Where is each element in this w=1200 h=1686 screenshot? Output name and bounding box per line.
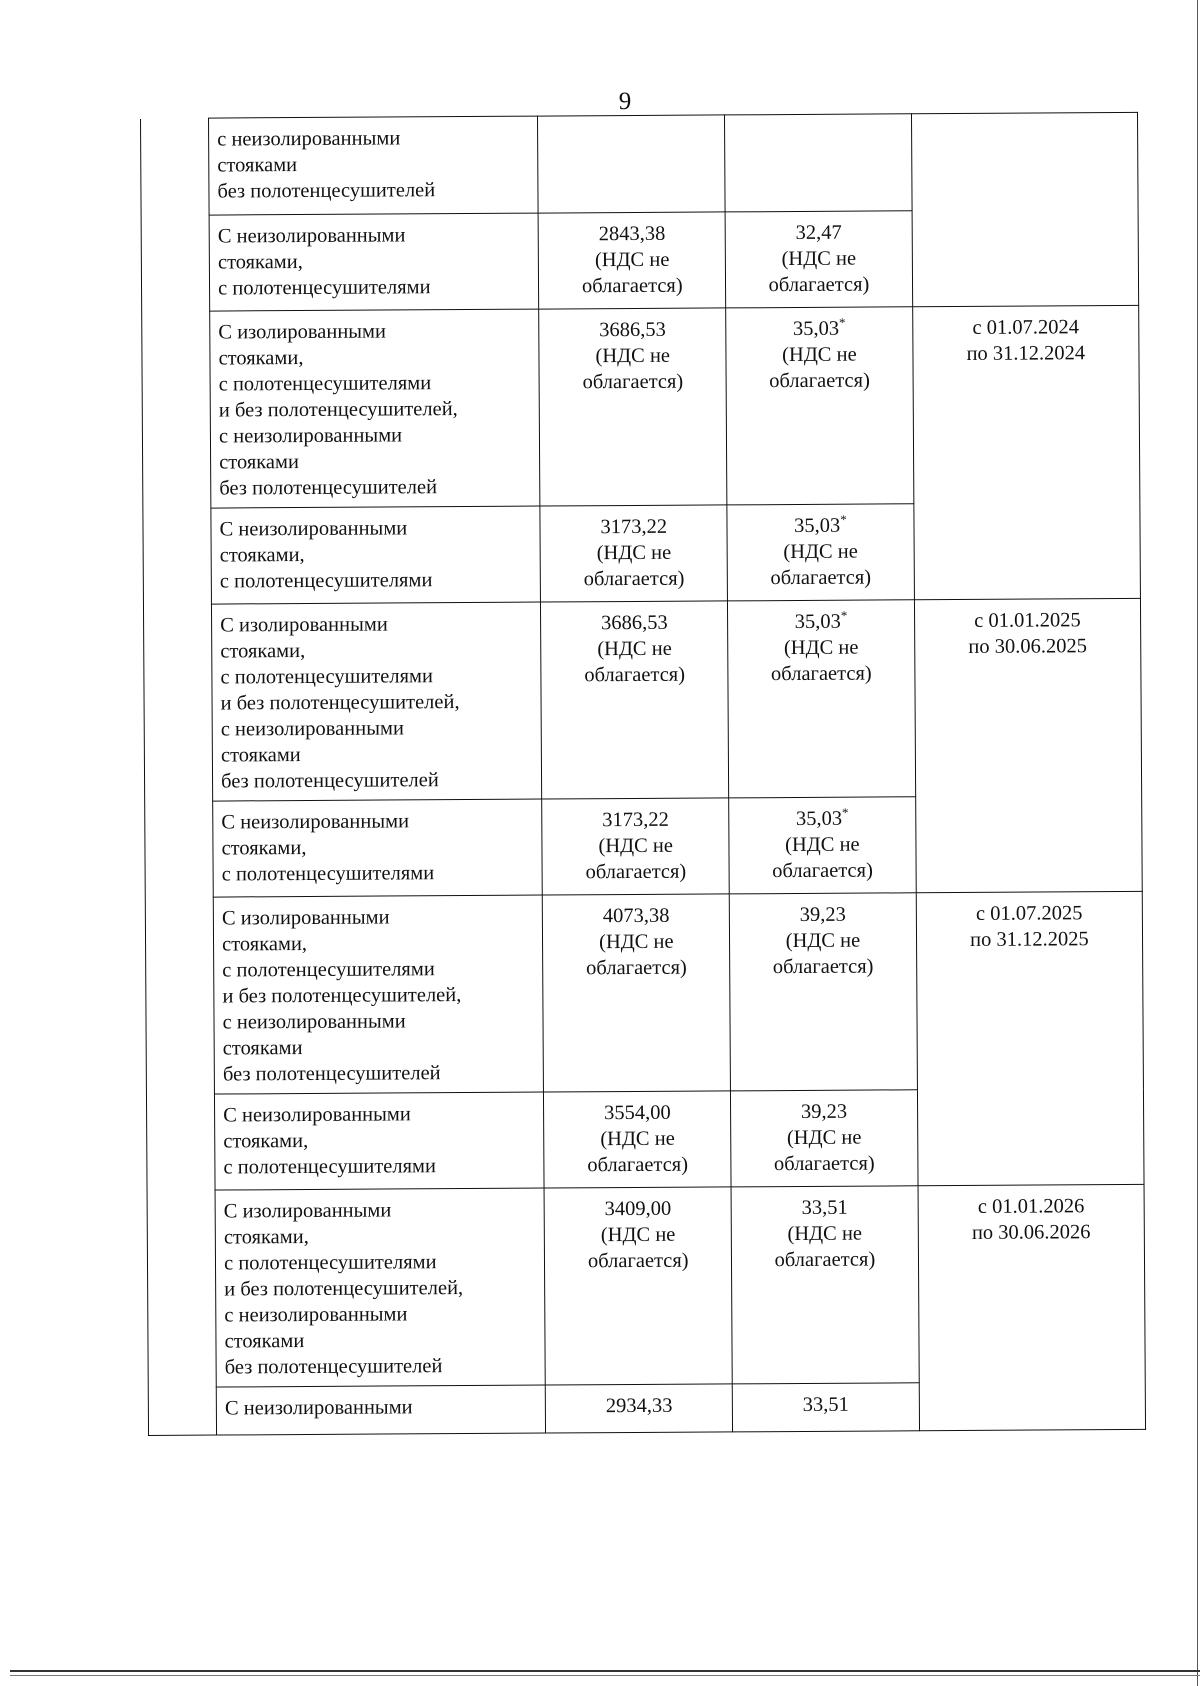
vat-note: облагается) <box>582 370 684 394</box>
fee-value: 33,51 <box>802 1393 849 1416</box>
fee-value: 39,23 <box>799 903 846 926</box>
price-value: 3686,53 <box>599 318 666 342</box>
tariff-table-body <box>141 112 1146 1435</box>
description-line: без полотенцесушителей <box>221 769 439 793</box>
description-line: с неизолированными <box>224 1303 408 1327</box>
description-line: стояками, <box>219 544 305 567</box>
price-value: 3554,00 <box>603 1101 671 1125</box>
period-start: с 01.01.2026 <box>977 1195 1085 1218</box>
vat-note: облагается) <box>774 1248 876 1272</box>
description-line: стояками <box>217 154 298 177</box>
description-line: без полотенцесушителей <box>217 179 436 203</box>
vat-note: (НДС не <box>599 930 674 954</box>
description-cell <box>213 895 544 1094</box>
vat-note: (НДС не <box>596 541 672 565</box>
table-row <box>142 305 1140 508</box>
vat-note: (НДС не <box>598 834 674 858</box>
description-line: С неизолированными <box>221 810 410 834</box>
vat-note: (НДС не <box>783 540 858 564</box>
price-cell <box>543 894 731 1092</box>
period-cell <box>912 305 1140 599</box>
price-value: 4073,38 <box>602 904 670 928</box>
description-line: С изолированными <box>221 906 390 930</box>
description-line: С неизолированными <box>223 1103 411 1127</box>
description-line: с полотенцесушителями <box>222 958 435 982</box>
description-line: С изолированными <box>218 320 387 344</box>
price-cell <box>539 308 727 506</box>
description-cell <box>215 1092 545 1190</box>
fee-cell <box>732 1383 919 1432</box>
description-cell <box>213 799 543 897</box>
footnote-asterisk: * <box>841 804 849 820</box>
description-line: с полотенцесушителями <box>223 1155 437 1179</box>
vat-note: облагается) <box>770 662 872 686</box>
price-cell <box>538 115 725 213</box>
period-cell <box>914 598 1142 892</box>
fee-cell <box>729 893 917 1091</box>
description-cell <box>216 1385 546 1435</box>
description-line: с неизолированными <box>220 717 404 741</box>
vat-note: облагается) <box>586 956 687 980</box>
fee-value: 35,03 <box>794 610 841 634</box>
description-line: и без полотенцесушителей, <box>220 691 460 715</box>
period-cell <box>918 1184 1146 1430</box>
description-line: и без полотенцесушителей, <box>224 1277 464 1301</box>
period-end: по 30.06.2025 <box>968 635 1087 658</box>
vat-note: облагается) <box>584 663 686 687</box>
vat-note: (НДС не <box>781 247 857 271</box>
fee-value: 33,51 <box>801 1196 848 1219</box>
page-edge-bottom <box>10 1670 1200 1672</box>
fee-cell <box>729 797 916 894</box>
description-line: стояками, <box>217 251 303 274</box>
price-cell <box>540 505 727 602</box>
vat-note: (НДС не <box>786 1126 862 1150</box>
fee-cell <box>731 1186 919 1384</box>
vat-note: облагается) <box>772 955 874 979</box>
fee-cell <box>725 114 912 212</box>
vat-note: (НДС не <box>594 248 670 272</box>
vat-note: (НДС не <box>600 1223 676 1247</box>
vat-note: облагается) <box>585 860 687 884</box>
fee-value: 35,03 <box>795 807 843 831</box>
description-line: стояками <box>220 744 301 767</box>
vat-note: (НДС не <box>595 344 671 368</box>
vat-note: (НДС не <box>782 343 857 367</box>
fee-value: 35,03 <box>794 514 841 538</box>
page-edge-bottom-inner <box>10 1675 1200 1676</box>
period-cell <box>916 891 1144 1185</box>
fee-cell <box>731 1090 918 1187</box>
description-line: стояками, <box>220 640 306 663</box>
price-value: 3173,22 <box>600 515 668 539</box>
vat-note: облагается) <box>583 567 685 591</box>
description-line: без полотенцесушителей <box>219 476 438 500</box>
fee-cell <box>725 211 912 308</box>
fee-cell <box>726 307 914 505</box>
period-start: с 01.07.2025 <box>975 902 1083 925</box>
price-value: 3686,53 <box>600 611 668 635</box>
fee-value: 35,03 <box>792 317 840 341</box>
description-line: С изолированными <box>223 1199 392 1223</box>
description-cell <box>211 506 541 604</box>
description-line: с полотенцесушителями <box>219 569 433 593</box>
description-line: стояками, <box>223 1129 309 1153</box>
table-row <box>145 891 1143 1094</box>
fee-cell <box>727 504 914 601</box>
period-end: по 30.06.2026 <box>971 1221 1091 1244</box>
vat-note: (НДС не <box>787 1222 863 1246</box>
description-line: стояками <box>219 451 300 474</box>
description-cell <box>209 213 539 311</box>
period-end: по 31.12.2024 <box>966 342 1086 365</box>
description-line: стояками <box>222 1037 303 1060</box>
price-cell <box>546 1384 733 1433</box>
period-start: с 01.07.2024 <box>972 316 1079 339</box>
description-line: без полотенцесушителей <box>224 1355 443 1379</box>
description-cell <box>215 1188 546 1387</box>
vat-note: облагается) <box>772 859 873 883</box>
price-value: 2843,38 <box>598 222 666 246</box>
fee-value: 32,47 <box>795 221 842 244</box>
description-line: с полотенцесушителями <box>218 276 431 300</box>
description-line: стояками <box>224 1330 305 1353</box>
description-line: стояками, <box>222 932 308 956</box>
description-cell <box>212 602 543 801</box>
price-value: 2934,33 <box>605 1394 673 1418</box>
price-cell <box>544 1187 732 1385</box>
period-start: с 01.01.2025 <box>974 609 1081 632</box>
price-value: 3173,22 <box>602 808 669 832</box>
vat-note: облагается) <box>768 273 870 297</box>
vat-note: (НДС не <box>785 929 861 953</box>
vat-note: облагается) <box>587 1249 689 1273</box>
fee-value: 39,23 <box>800 1100 848 1123</box>
price-cell <box>539 212 726 309</box>
vat-note: (НДС не <box>785 833 860 857</box>
price-value: 3409,00 <box>604 1197 672 1221</box>
price-cell <box>541 601 729 799</box>
page-number: 9 <box>618 88 632 115</box>
vat-note: (НДС не <box>783 636 859 660</box>
description-line: С изолированными <box>220 613 388 637</box>
vat-note: облагается) <box>587 1153 689 1177</box>
description-line: стояками, <box>223 1225 309 1249</box>
description-cell <box>209 116 539 215</box>
tariff-table <box>140 112 1146 1436</box>
description-line: без полотенцесушителей <box>222 1062 441 1086</box>
vat-note: облагается) <box>773 1152 875 1176</box>
description-line: стояками, <box>221 836 307 860</box>
table-row <box>143 598 1141 801</box>
vat-note: (НДС не <box>600 1127 675 1151</box>
fee-cell <box>728 600 916 798</box>
description-line: и без полотенцесушителей, <box>222 984 462 1008</box>
page-edge-right <box>1197 0 1198 1686</box>
vat-note: облагается) <box>769 369 870 393</box>
period-cell <box>911 112 1138 306</box>
description-line: стояками, <box>218 347 304 370</box>
description-line: С неизолированными <box>217 224 406 248</box>
description-line: с неизолированными <box>218 424 403 448</box>
description-line: с полотенцесушителями <box>218 372 432 396</box>
description-cell <box>210 309 541 508</box>
description-line: с полотенцесушителями <box>223 1251 437 1275</box>
vat-note: облагается) <box>581 274 683 298</box>
description-line: с неизолированными <box>222 1010 406 1034</box>
footnote-asterisk: * <box>838 314 846 330</box>
description-line: и без полотенцесушителей, <box>218 398 458 422</box>
table-row <box>141 112 1139 215</box>
footnote-asterisk: * <box>840 607 848 623</box>
description-line: С неизолированными <box>219 517 408 541</box>
period-end: по 31.12.2025 <box>970 928 1089 951</box>
footnote-asterisk: * <box>840 511 847 527</box>
description-line: с неизолированными <box>217 127 401 151</box>
vat-note: (НДС не <box>597 637 672 661</box>
description-line: с полотенцесушителями <box>221 862 435 886</box>
price-cell <box>544 1091 731 1188</box>
description-line: с полотенцесушителями <box>220 665 434 689</box>
price-cell <box>542 798 729 895</box>
description-line: С неизолированными <box>224 1396 413 1420</box>
table-row <box>147 1184 1145 1387</box>
blank-column-cell <box>141 118 217 1435</box>
vat-note: облагается) <box>770 566 872 590</box>
